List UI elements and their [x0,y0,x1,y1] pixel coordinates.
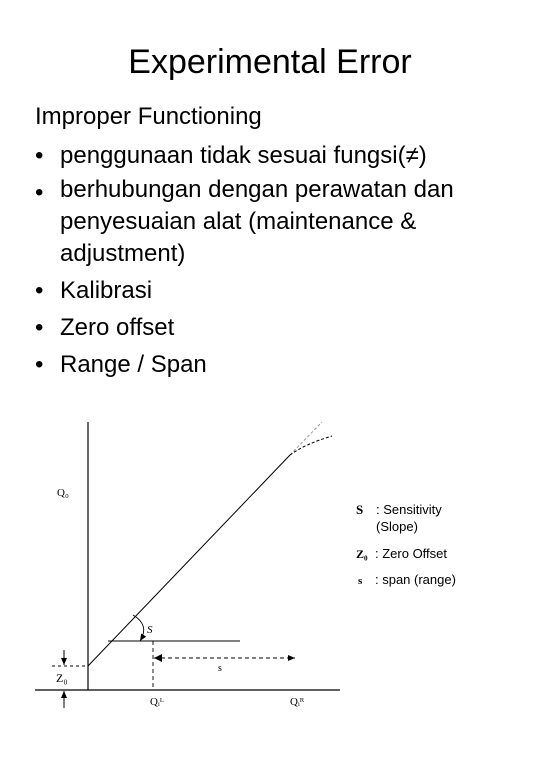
slope-label: S [147,624,153,636]
legend-text: : Sensitivity [376,502,442,517]
bullet-text: berhubungan dengan perawatan dan penyesuaian alat (maintenance & adjustment) [60,176,454,267]
x-start-label: Qᵢᴸ [150,696,164,708]
bullet-item [35,137,480,174]
x-end-label: Qᵢᴿ [290,696,305,708]
bullet-text: Kalibrasi [60,277,153,304]
bullet-list [35,137,480,383]
legend-text: : span (range) [375,572,456,587]
bullet-item [35,272,480,309]
legend-symbol: s [358,575,363,587]
slope-arc [133,615,144,641]
calibration-diagram [0,410,540,720]
bullet-dot: • [35,351,44,378]
legend [356,502,456,587]
bullet-dot: • [35,142,44,169]
saturation-curve [290,436,332,455]
legend-text: : Zero Offset [375,546,448,561]
span-label: s [218,663,222,674]
bullet-dot: • [35,179,44,206]
ideal-extension-line [290,422,322,455]
bullet-text: Range / Span [60,351,207,378]
zero-offset-label: Z₀ [56,671,68,685]
legend-symbol: S [356,502,364,517]
calibration-line [88,455,290,666]
y-axis-label: Q₀ [57,487,69,499]
slide-title: Experimental Error [128,43,412,81]
bullet-text: Zero offset [60,314,175,341]
legend-symbol: Z₀ [356,547,368,561]
bullet-item [35,174,480,272]
bullet-dot: • [35,277,44,304]
intro-text: Improper Functioning [35,103,262,130]
bullet-text: penggunaan tidak sesuai fungsi(≠) [60,142,427,169]
span-arrowhead-left [154,654,162,662]
bullet-item [35,309,480,346]
bullet-item [35,346,480,383]
bullet-dot: • [35,314,44,341]
legend-text: (Slope) [376,519,418,534]
